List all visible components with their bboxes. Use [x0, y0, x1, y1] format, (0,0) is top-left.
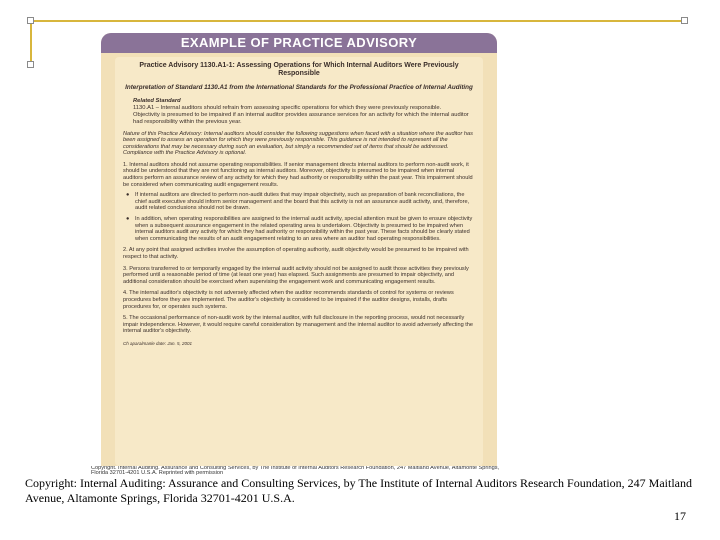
- advisory-paragraph: 4. The internal auditor's objectivity is not adversely affected when the auditor recommends standards of control for systems or reviews procedures before they are implemented. The auditor's objectivity is considered to be impaired if the auditor designs, installs, drafts procedures for, or operates such systems.: [123, 290, 454, 310]
- advisory-paragraph: 1. Internal auditors should not assume operating responsibilities. If senior management directs internal auditors to perform non-audit work, it should be understood that they are not functioning as internal auditors. Moreover, objectivity is presumed to be impaired when internal auditors perform an assurance review of any activity for which they had authority or responsibility within the past year. This impairment should be considered when communicating audit engagement results.: [123, 161, 473, 188]
- copyright-notice: Copyright: Internal Auditing: Assurance and Consulting Services, by The Institute of Internal Auditors Research Foundation, 247 Maitland Avenue, Altamonte Springs, Florida 32701-4201 U.S.A.: [25, 476, 693, 505]
- advisory-paragraph: 2. At any point that assigned activities involve the assumption of operating authority, audit objectivity would be presumed to be impaired with respect to that activity.: [123, 247, 469, 260]
- frame-corner-handle: [681, 17, 688, 24]
- related-standard-text: 1130.A1 – Internal auditors should refrain from assessing specific operations for which they were previously responsible. Objectivity is presumed to be impaired if an internal auditor provides assurance services for an activity for which the internal auditor had responsibility within the previous year.: [133, 104, 469, 125]
- page-number: 17: [674, 509, 686, 523]
- nature-of-advisory: Nature of this Practice Advisory: Internal auditors should consider the following suggestions when faced with a situation where the auditor has been assigned to assess an operation for which they were previously responsible. This guidance is not intended to represent all the considerations that may be necessary during such an evaluation, but simply a recommended set of items that should be addressed. Compliance with the Practice Advisory is optional.: [123, 130, 473, 157]
- image-caption-strip: Copyright. Internal Auditing. Assurance and Consulting Services, by The Institute of Internal Auditors Research Foundation, 247 Maitland Avenue, Altamonte Springs, Florida 32701-4201 U.S.A. Reprinted with permission: [91, 466, 500, 476]
- related-standard-label: Related Standard: [133, 97, 181, 104]
- advisory-body: [115, 57, 483, 466]
- interpretation-heading: Interpretation of Standard 1130.A1 from the International Standards for the Professional Practice of Internal Auditing: [125, 84, 473, 91]
- slide-frame-left-rule: [30, 20, 32, 64]
- advisory-paragraph: 5. The occasional performance of non-audit work by the internal auditor, with full disclosure in the reporting process, would not necessarily impair independence. However, it would require careful consideration by management and the internal auditor to avoid adversely affecting the internal auditor's objectivity.: [123, 315, 474, 335]
- advisory-title: Practice Advisory 1130.A1-1: Assessing Operations for Which Internal Auditors Were Previously Responsible: [139, 62, 459, 77]
- practice-advisory-image: [101, 33, 497, 466]
- advisory-header: EXAMPLE OF PRACTICE ADVISORY: [101, 33, 497, 53]
- frame-corner-handle: [27, 17, 34, 24]
- advisory-paragraph: 3. Persons transferred to or temporarily engaged by the internal audit activity should not be assigned to audit those activities they previously performed until a reasonable period of time (at least one year) has elapsed. Such assignments are presumed to impair objectivity, and additional consideration should be exercised when supervising the engagement work and communicating engagement results.: [123, 265, 469, 285]
- advisory-date: Ch aparalmanle date: Jan. 5, 2001: [123, 340, 193, 346]
- advisory-subpoint: ● In addition, when operating responsibilities are assigned to the internal audit activity, special attention must be given to ensure objectivity when a subsequent assurance engagement in the related operating area is undertaken. Objectivity is presumed to be impaired when internal auditors audit any activity for which they had authority or responsibility within the past year. These facts should be clearly stated when communicating the results of an audit engagement relating to an area where an auditor had operating responsibilities.: [126, 216, 473, 242]
- frame-corner-handle: [27, 61, 34, 68]
- bullet-icon: ●: [126, 192, 130, 199]
- related-standard: [133, 98, 469, 126]
- advisory-subpoint: ● If internal auditors are directed to perform non-audit duties that may impair objectivity, such as preparation of bank reconciliations, the chief audit executive should inform senior management and the board that this activity is not an assurance audit activity, and, therefore, audit related conclusions should not be drawn.: [126, 192, 470, 212]
- slide-frame-top-rule: [30, 20, 688, 22]
- bullet-icon: ●: [126, 216, 130, 223]
